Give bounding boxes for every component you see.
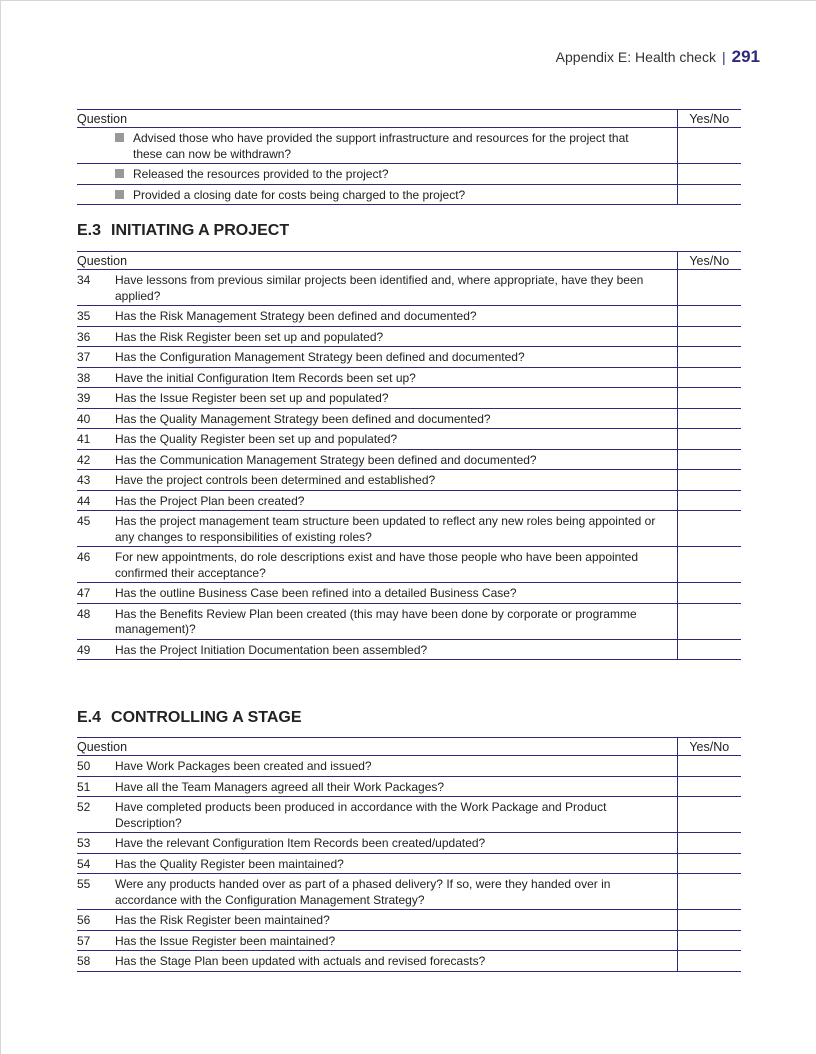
question-text: Has the Benefits Review Plan been created (this may have been done by corporate or programme management)?: [115, 603, 677, 639]
continuation-table-section: [77, 109, 741, 205]
yes-no-cell[interactable]: [677, 583, 741, 604]
yes-no-cell[interactable]: [677, 270, 741, 306]
yes-no-cell[interactable]: [677, 853, 741, 874]
question-text: Has the Communication Management Strategy been defined and documented?: [115, 449, 677, 470]
question-column-header: Question: [77, 252, 677, 270]
table-row: [77, 184, 741, 205]
yes-no-column-header: Yes/No: [677, 252, 741, 270]
row-number-cell: [77, 164, 115, 185]
question-number: 50: [77, 756, 115, 777]
yes-no-cell[interactable]: [677, 367, 741, 388]
yes-no-cell[interactable]: [677, 511, 741, 547]
question-number: 49: [77, 639, 115, 660]
table-row: [77, 326, 741, 347]
table-row: [77, 603, 741, 639]
question-text: Has the outline Business Case been refined into a detailed Business Case?: [115, 583, 677, 604]
yes-no-cell[interactable]: [677, 547, 741, 583]
question-cell: [115, 184, 677, 205]
yes-no-cell[interactable]: [677, 408, 741, 429]
header-title: Appendix E: Health check: [555, 49, 716, 65]
question-number: 46: [77, 547, 115, 583]
question-number: 40: [77, 408, 115, 429]
table-row: [77, 449, 741, 470]
continuation-table: [77, 109, 741, 205]
yes-no-cell[interactable]: [677, 306, 741, 327]
yes-no-cell[interactable]: [677, 776, 741, 797]
question-number: 39: [77, 388, 115, 409]
section-title: INITIATING A PROJECT: [111, 222, 290, 239]
question-text: Has the Quality Management Strategy been defined and documented?: [115, 408, 677, 429]
question-text: Have the relevant Configuration Item Records been created/updated?: [115, 833, 677, 854]
table-row: [77, 639, 741, 660]
yes-no-cell[interactable]: [677, 930, 741, 951]
question-number: 34: [77, 270, 115, 306]
bullet-square-icon: [115, 190, 124, 199]
question-text: Has the Project Plan been created?: [115, 490, 677, 511]
table-row: [77, 490, 741, 511]
question-number: 47: [77, 583, 115, 604]
question-text: Has the Risk Management Strategy been defined and documented?: [115, 306, 677, 327]
question-number: 48: [77, 603, 115, 639]
yes-no-column-header: Yes/No: [677, 110, 741, 128]
question-text: Has the Quality Register been maintained?: [115, 853, 677, 874]
table-row: [77, 128, 741, 164]
row-number-cell: [77, 184, 115, 205]
table-row: [77, 776, 741, 797]
e4-table-section: [77, 737, 741, 972]
question-text: Have the initial Configuration Item Records been set up?: [115, 367, 677, 388]
question-text: For new appointments, do role descriptions exist and have those people who have been appointed confirmed their acceptance?: [115, 547, 677, 583]
question-number: 43: [77, 470, 115, 491]
yes-no-cell[interactable]: [677, 490, 741, 511]
question-number: 53: [77, 833, 115, 854]
yes-no-cell[interactable]: [677, 756, 741, 777]
yes-no-cell[interactable]: [677, 326, 741, 347]
header-separator: |: [721, 49, 726, 65]
table-row: [77, 833, 741, 854]
yes-no-cell[interactable]: [677, 184, 741, 205]
question-column-header: Question: [77, 110, 677, 128]
question-text: Have Work Packages been created and issued?: [115, 756, 677, 777]
question-text: Have completed products been produced in accordance with the Work Package and Product Description?: [115, 797, 677, 833]
question-number: 35: [77, 306, 115, 327]
question-number: 54: [77, 853, 115, 874]
question-number: 37: [77, 347, 115, 368]
yes-no-cell[interactable]: [677, 833, 741, 854]
row-number-cell: [77, 128, 115, 164]
section-heading-e3: [77, 222, 289, 240]
question-text: Were any products handed over as part of a phased delivery? If so, were they handed over in accordance with the Configuration Management Strategy?: [115, 874, 677, 910]
question-text: Has the Quality Register been set up and populated?: [115, 429, 677, 450]
e3-table-section: [77, 251, 741, 660]
page-number: 291: [731, 47, 760, 66]
question-text: Has the project management team structure been updated to reflect any new roles being appointed or any changes to responsibilities of existing roles?: [115, 511, 677, 547]
section-title: CONTROLLING A STAGE: [111, 709, 302, 726]
question-text: Have all the Team Managers agreed all their Work Packages?: [115, 776, 677, 797]
yes-no-cell[interactable]: [677, 388, 741, 409]
question-text: Has the Project Initiation Documentation been assembled?: [115, 639, 677, 660]
question-text: Has the Issue Register been maintained?: [115, 930, 677, 951]
running-header: [556, 47, 760, 67]
question-cell: [115, 128, 677, 164]
e4-question-table: [77, 737, 741, 972]
question-text: Has the Risk Register been set up and populated?: [115, 326, 677, 347]
table-row: [77, 270, 741, 306]
question-cell: [115, 164, 677, 185]
question-text: Has the Risk Register been maintained?: [115, 910, 677, 931]
bullet-square-icon: [115, 133, 124, 142]
table-row: [77, 367, 741, 388]
bullet-square-icon: [115, 169, 124, 178]
table-row: [77, 874, 741, 910]
table-row: [77, 306, 741, 327]
table-row: [77, 797, 741, 833]
yes-no-cell[interactable]: [677, 874, 741, 910]
yes-no-cell[interactable]: [677, 910, 741, 931]
question-text: Has the Stage Plan been updated with actuals and revised forecasts?: [115, 951, 677, 972]
section-code: E.4: [77, 709, 102, 726]
question-text: Have the project controls been determined and established?: [115, 470, 677, 491]
yes-no-cell[interactable]: [677, 164, 741, 185]
yes-no-column-header: Yes/No: [677, 738, 741, 756]
question-number: 44: [77, 490, 115, 511]
table-row: [77, 388, 741, 409]
table-row: [77, 347, 741, 368]
table-row: [77, 164, 741, 185]
table-row: [77, 583, 741, 604]
yes-no-cell[interactable]: [677, 470, 741, 491]
table-row: [77, 910, 741, 931]
question-text: Have lessons from previous similar projects been identified and, where appropriate, have they been applied?: [115, 270, 677, 306]
question-text: Has the Issue Register been set up and populated?: [115, 388, 677, 409]
question-number: 41: [77, 429, 115, 450]
question-number: 42: [77, 449, 115, 470]
table-row: [77, 930, 741, 951]
question-number: 45: [77, 511, 115, 547]
question-number: 38: [77, 367, 115, 388]
question-text: Has the Configuration Management Strategy been defined and documented?: [115, 347, 677, 368]
question-number: 56: [77, 910, 115, 931]
question-number: 55: [77, 874, 115, 910]
table-row: [77, 756, 741, 777]
question-number: 58: [77, 951, 115, 972]
table-row: [77, 408, 741, 429]
table-row: [77, 547, 741, 583]
yes-no-cell[interactable]: [677, 449, 741, 470]
yes-no-cell[interactable]: [677, 429, 741, 450]
yes-no-cell[interactable]: [677, 951, 741, 972]
section-code: E.3: [77, 222, 102, 239]
section-heading-e4: [77, 709, 302, 727]
question-number: 57: [77, 930, 115, 951]
question-number: 36: [77, 326, 115, 347]
question-text: Advised those who have provided the support infrastructure and resources for the project that these can now be withdrawn?: [133, 131, 629, 161]
table-row: [77, 853, 741, 874]
question-number: 52: [77, 797, 115, 833]
question-text: Provided a closing date for costs being charged to the project?: [133, 187, 466, 202]
table-row: [77, 470, 741, 491]
e3-question-table: [77, 251, 741, 660]
yes-no-cell[interactable]: [677, 603, 741, 639]
yes-no-cell[interactable]: [677, 639, 741, 660]
table-row: [77, 511, 741, 547]
question-text: Released the resources provided to the project?: [133, 167, 389, 181]
question-number: 51: [77, 776, 115, 797]
yes-no-cell[interactable]: [677, 347, 741, 368]
table-row: [77, 951, 741, 972]
yes-no-cell[interactable]: [677, 128, 741, 164]
yes-no-cell[interactable]: [677, 797, 741, 833]
question-column-header: Question: [77, 738, 677, 756]
table-row: [77, 429, 741, 450]
